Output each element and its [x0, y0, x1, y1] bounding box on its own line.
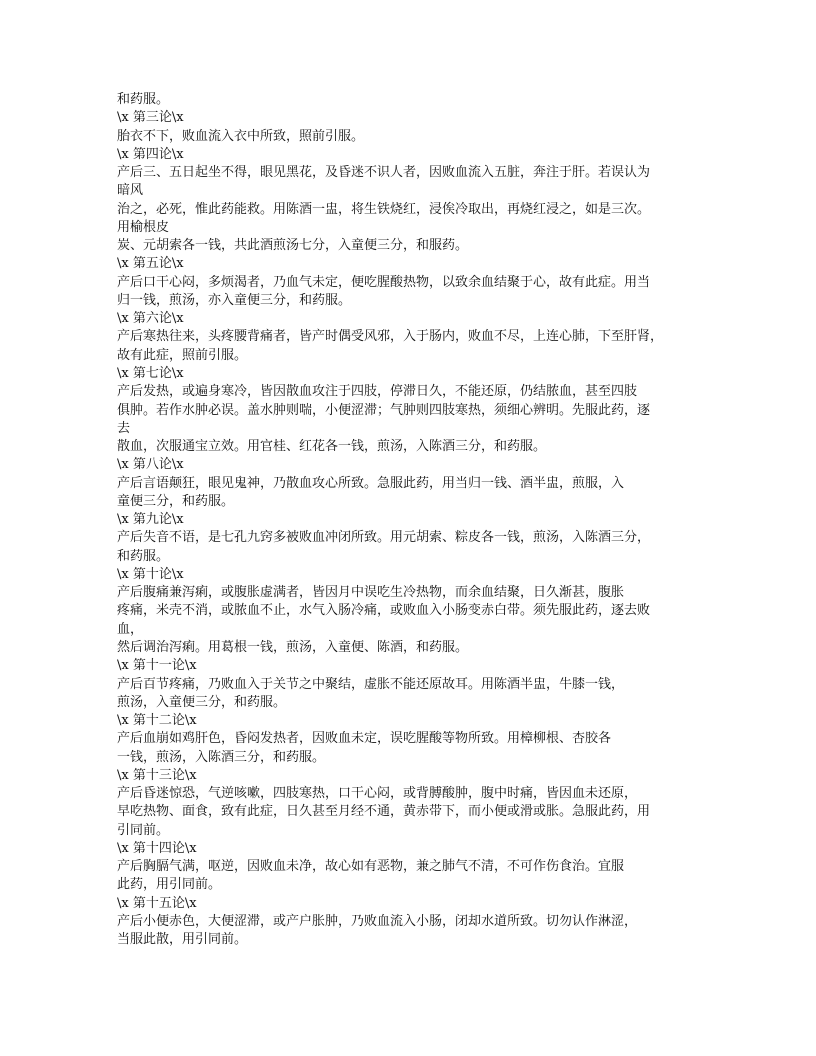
text-line: 产后失音不语，是七孔九窍多被败血冲闭所致。用元胡索、粽皮各一钱，煎汤，入陈酒三分，	[117, 530, 651, 546]
text-line: 此药，用引同前。	[117, 877, 222, 893]
text-line: 暗风	[117, 183, 144, 199]
text-line: 一钱，煎汤，入陈酒三分，和药服。	[117, 749, 326, 765]
section-heading: \x 第五论\x	[117, 256, 184, 272]
text-line: 炭、元胡索各一钱，共此酒煎汤七分，入童便三分，和服药。	[117, 238, 469, 254]
text-line: 当服此散，用引同前。	[117, 932, 248, 948]
text-line: 产后口干心闷，多烦渴者，乃血气未定，便吃腥酸热物，以致余血结聚于心，故有此症。用当	[117, 274, 651, 290]
text-line: 产后胸膈气满，呕逆，因败血未净，故心如有恶物，兼之肺气不清，不可作伤食治。宜服	[117, 859, 625, 875]
section-heading: \x 第十论\x	[117, 566, 184, 582]
text-line: 治之，必死，惟此药能救。用陈酒一盅，将生铁烧红，浸俟冷取出，再烧红浸之，如是三次。	[117, 201, 651, 217]
text-line: 产后小便赤色，大便涩滞，或产户胀肿，乃败血流入小肠，闭却水道所致。切勿认作淋涩，	[117, 913, 638, 929]
text-line: 产后腹痛兼泻痢，或腹胀虚满者，皆因月中误吃生冷热物，而余血结聚，日久渐甚，腹胀	[117, 585, 625, 601]
text-line: 产后血崩如鸡肝色，昏闷发热者，因败血未定，误吃腥酸等物所致。用樟柳根、杏胶各	[117, 731, 612, 747]
section-heading: \x 第十一论\x	[117, 658, 197, 674]
text-line: 去	[117, 420, 131, 436]
text-line: 俱肿。若作水肿必误。盖水肿则喘，小便涩滞；气肿则四肢寒热，须细心辨明。先服此药，逐	[117, 402, 651, 418]
text-line: 用榆根皮	[117, 219, 170, 235]
section-heading: \x 第六论\x	[117, 311, 184, 327]
text-line: 引同前。	[117, 822, 170, 838]
text-line: 产后言语颠狂，眼见鬼神，乃散血攻心所致。急服此药，用当归一钱、酒半盅，煎服，入	[117, 475, 625, 491]
text-line: 童便三分，和药服。	[117, 493, 235, 509]
text-line: 胎衣不下，败血流入衣中所致，照前引服。	[117, 128, 365, 144]
section-heading: \x 第九论\x	[117, 512, 184, 528]
text-line: 产后昏迷惊恐，气逆咳嗽，四肢寒热，口干心闷，或背膊酸肿，腹中时痛，皆因血未还原，	[117, 786, 638, 802]
text-line: 产后百节疼痛，乃败血入于关节之中聚结，虚胀不能还原故耳。用陈酒半盅，牛膝一钱，	[117, 676, 625, 692]
text-line: 故有此症，照前引服。	[117, 347, 248, 363]
section-heading: \x 第七论\x	[117, 365, 184, 381]
section-heading: \x 第十三论\x	[117, 767, 197, 783]
text-line: 归一钱，煎汤，亦入童便三分，和药服。	[117, 292, 352, 308]
text-line: 和药服。	[117, 92, 170, 107]
section-heading: \x 第三论\x	[117, 110, 184, 126]
text-line: 产后寒热往来，头疼腰背痛者，皆产时偶受风邪，入于肠内，败血不尽，上连心肺，下至肝肾，	[117, 329, 664, 345]
section-heading: \x 第十四论\x	[117, 840, 197, 856]
text-line: 产后发热，或遍身寒冷，皆因散血攻注于四肢，停滞日久，不能还原，仍结脓血，甚至四肢	[117, 384, 638, 400]
text-line: 散血，次服通宝立效。用官桂、红花各一钱，煎汤，入陈酒三分，和药服。	[117, 439, 547, 455]
text-line: 产后三、五日起坐不得，眼见黑花，及昏迷不识人者，因败血流入五脏，奔注于肝。若误认为	[117, 165, 651, 181]
text-line: 和药服。	[117, 548, 170, 564]
section-heading: \x 第十二论\x	[117, 713, 197, 729]
text-line: 煎汤，入童便三分，和药服。	[117, 694, 287, 710]
section-heading: \x 第十五论\x	[117, 895, 197, 911]
text-line: 疼痛，米壳不消，或脓血不止，水气入肠冷痛，或败血入小肠变赤白带。须先服此药，逐去败	[117, 603, 651, 619]
document-body	[117, 91, 717, 949]
text-line: 然后调治泻痢。用葛根一钱，煎汤，入童便、陈酒，和药服。	[117, 639, 469, 655]
text-line: 早吃热物、面食，致有此症，日久甚至月经不通，黄赤带下，而小便或滑或胀。急服此药，用	[117, 804, 651, 820]
section-heading: \x 第四论\x	[117, 146, 184, 162]
text-line: 血，	[117, 621, 144, 637]
section-heading: \x 第八论\x	[117, 457, 184, 473]
